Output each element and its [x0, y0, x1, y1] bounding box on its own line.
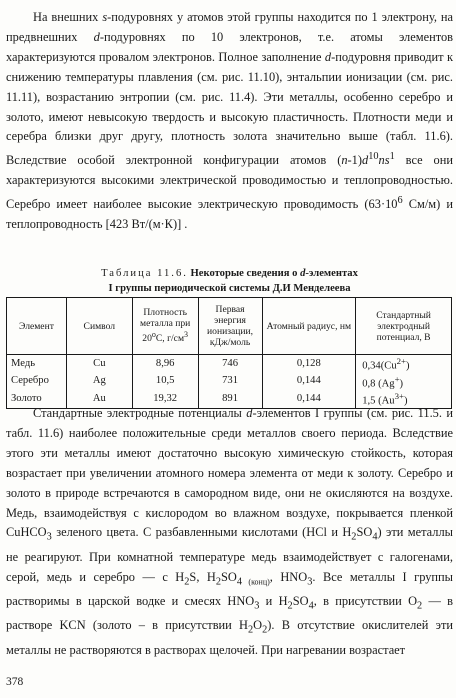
- cell-symbol: Cu: [66, 355, 132, 373]
- cell-potential: [356, 355, 452, 373]
- text: зеленого цвета. С разбавленными кислотами (HCl и H: [51, 525, 352, 540]
- cell-radius: 0,144: [262, 373, 356, 391]
- table-row: [7, 355, 452, 373]
- text: 0,8 (Ag: [362, 378, 395, 390]
- subscript: 2: [184, 576, 190, 588]
- table-caption: [6, 266, 453, 296]
- superscript: 1: [389, 151, 395, 163]
- cell-element: Золото: [7, 390, 67, 408]
- page-number: 378: [6, 676, 24, 688]
- superscript: 6: [397, 195, 403, 207]
- header-radius: Атомный радиус, нм: [262, 298, 356, 355]
- cell-element: Медь: [7, 355, 67, 373]
- text: S, H: [189, 569, 216, 584]
- text: O: [253, 618, 263, 633]
- text: См/м) и теплопроводность [423 Вт/(м·К)] .: [6, 197, 453, 232]
- cell-energy: 891: [198, 390, 262, 408]
- cell-density: 10,5: [132, 373, 198, 391]
- cell-energy: 746: [198, 355, 262, 373]
- text: SO: [292, 594, 309, 609]
- text: -подуровня приводит к снижению температуры плавления (см. рис. 11.10), энтальпии ионизации (см. рис. 11.11), возрастанию энтропии (см. рис. 11.4). Эти металлы, особенно серебро и золото, имеют невысокую твердость и высокую пластичность. Плотности меди и серебра близки друг другу, плотность золота значительно выше (табл. 11.6). Вследствие особой электронной конфигурации атомов (: [6, 49, 453, 168]
- header-symbol: Символ: [66, 298, 132, 355]
- data-table: [6, 297, 452, 409]
- text: На внешних: [33, 10, 103, 24]
- text: -1): [347, 153, 362, 168]
- table-title-line2: I группы периодической системы Д.И Менделеева: [108, 283, 351, 294]
- subscript: 2: [215, 576, 222, 588]
- text: Плотность металла при 20: [140, 307, 191, 345]
- cell-symbol: Ag: [66, 373, 132, 391]
- text: ): [403, 395, 408, 407]
- cell-element: Серебро: [7, 373, 67, 391]
- subscript: 2: [262, 624, 268, 636]
- text: s: [102, 10, 108, 24]
- subscript: 2: [351, 531, 357, 543]
- superscript: 2+: [396, 356, 407, 366]
- subscript: 4: [236, 576, 243, 588]
- table-label: Таблица 11.6.: [101, 268, 188, 279]
- subscript: 2: [287, 600, 293, 612]
- text: n: [341, 153, 348, 168]
- superscript: 3+: [394, 391, 404, 402]
- text: SO: [356, 525, 373, 540]
- subscript: 2: [417, 600, 423, 612]
- text: ) эти металлы не реагируют. При комнатной температуре медь взаимодействует с галогенами, серой, медь и серебро — с H: [6, 525, 453, 584]
- superscript: 10: [368, 151, 379, 163]
- text: ): [399, 378, 404, 390]
- text: d: [93, 29, 100, 44]
- table-title: d: [300, 268, 306, 279]
- header-energy: Первая энергия ионизации, кДж/моль: [198, 298, 262, 355]
- cell-density: 19,32: [132, 390, 198, 408]
- table-title: -элементах: [305, 268, 358, 279]
- text: Стандартные электродные потенциалы: [33, 406, 247, 420]
- text: ): [406, 360, 410, 372]
- text: d: [362, 153, 369, 168]
- cell-symbol: Au: [66, 390, 132, 408]
- text: — в растворе KCN (золото – в присутствии H: [6, 594, 454, 633]
- cell-density: 8,96: [132, 355, 198, 373]
- cell-energy: 731: [198, 373, 262, 391]
- cell-radius: 0,144: [262, 390, 356, 408]
- text: -элементов I группы (см. рис. 11.5. и табл. 11.6) наиболее положительные среди металлов своего периода. Вследствие этого эти металлы имеют достаточно высокую химическую стойкость, которая возрастает при увеличении атомного номера элемента от меди к золоту. Серебро и золото в природе встречаются в самородном виде, они не окисляются на воздухе. Медь, взаимодействуя с кислородом во влажном воздухе, покрывается пленкой CuHCO: [6, 406, 453, 540]
- text: , в присутствии O: [313, 594, 418, 609]
- text: d: [246, 406, 253, 420]
- subscript: 3: [46, 531, 52, 543]
- cell-potential: [356, 373, 452, 391]
- text: -подуровнях по 10 электронов, т.е. атомы элементов характеризуются провалом электронов. Полное заполнение: [6, 29, 453, 64]
- text: -подуровнях у атомов этой группы находится по 1 электрону, на предвнешних: [6, 10, 454, 44]
- table-header-row: [7, 298, 452, 355]
- superscript: +: [394, 373, 400, 384]
- text: ). В отсутствие окислителей эти металлы не растворяются в растворах щелочей. При нагревании возрастает: [6, 618, 453, 657]
- text: . Все металлы I группы растворимы в царской водке и смесях HNO: [6, 569, 454, 609]
- text: C, г/см: [155, 333, 185, 345]
- paragraph-1: [6, 8, 453, 235]
- text: d: [324, 49, 332, 64]
- subscript: 3: [254, 600, 260, 612]
- text: s: [384, 153, 390, 168]
- text: все они характеризуются высокими электрической проводимостью и теплопроводностью. Серебро имеет наиболее высокие электрическую проводимость (63·10: [6, 153, 453, 212]
- subscript: (конц): [242, 577, 270, 587]
- table-row: [7, 373, 452, 391]
- superscript: o: [151, 330, 156, 340]
- header-density: [132, 298, 198, 355]
- subscript: 3: [307, 576, 313, 588]
- superscript: 3: [184, 330, 189, 340]
- subscript: 2: [247, 624, 254, 636]
- cell-radius: 0,128: [262, 355, 356, 373]
- paragraph-2: [6, 404, 453, 661]
- text: 1,5 (Au: [362, 395, 395, 407]
- subscript: 4: [308, 600, 314, 612]
- text: , HNO: [269, 569, 308, 584]
- text: n: [378, 153, 385, 168]
- text: 0,34(Cu: [362, 360, 397, 372]
- subscript: 4: [372, 531, 378, 543]
- table-title: Некоторые сведения о: [187, 268, 301, 279]
- text: SO: [221, 569, 237, 584]
- text: и H: [259, 594, 288, 609]
- header-element: Элемент: [7, 298, 67, 355]
- header-potential: Стандартный электродный потенциал, В: [356, 298, 452, 355]
